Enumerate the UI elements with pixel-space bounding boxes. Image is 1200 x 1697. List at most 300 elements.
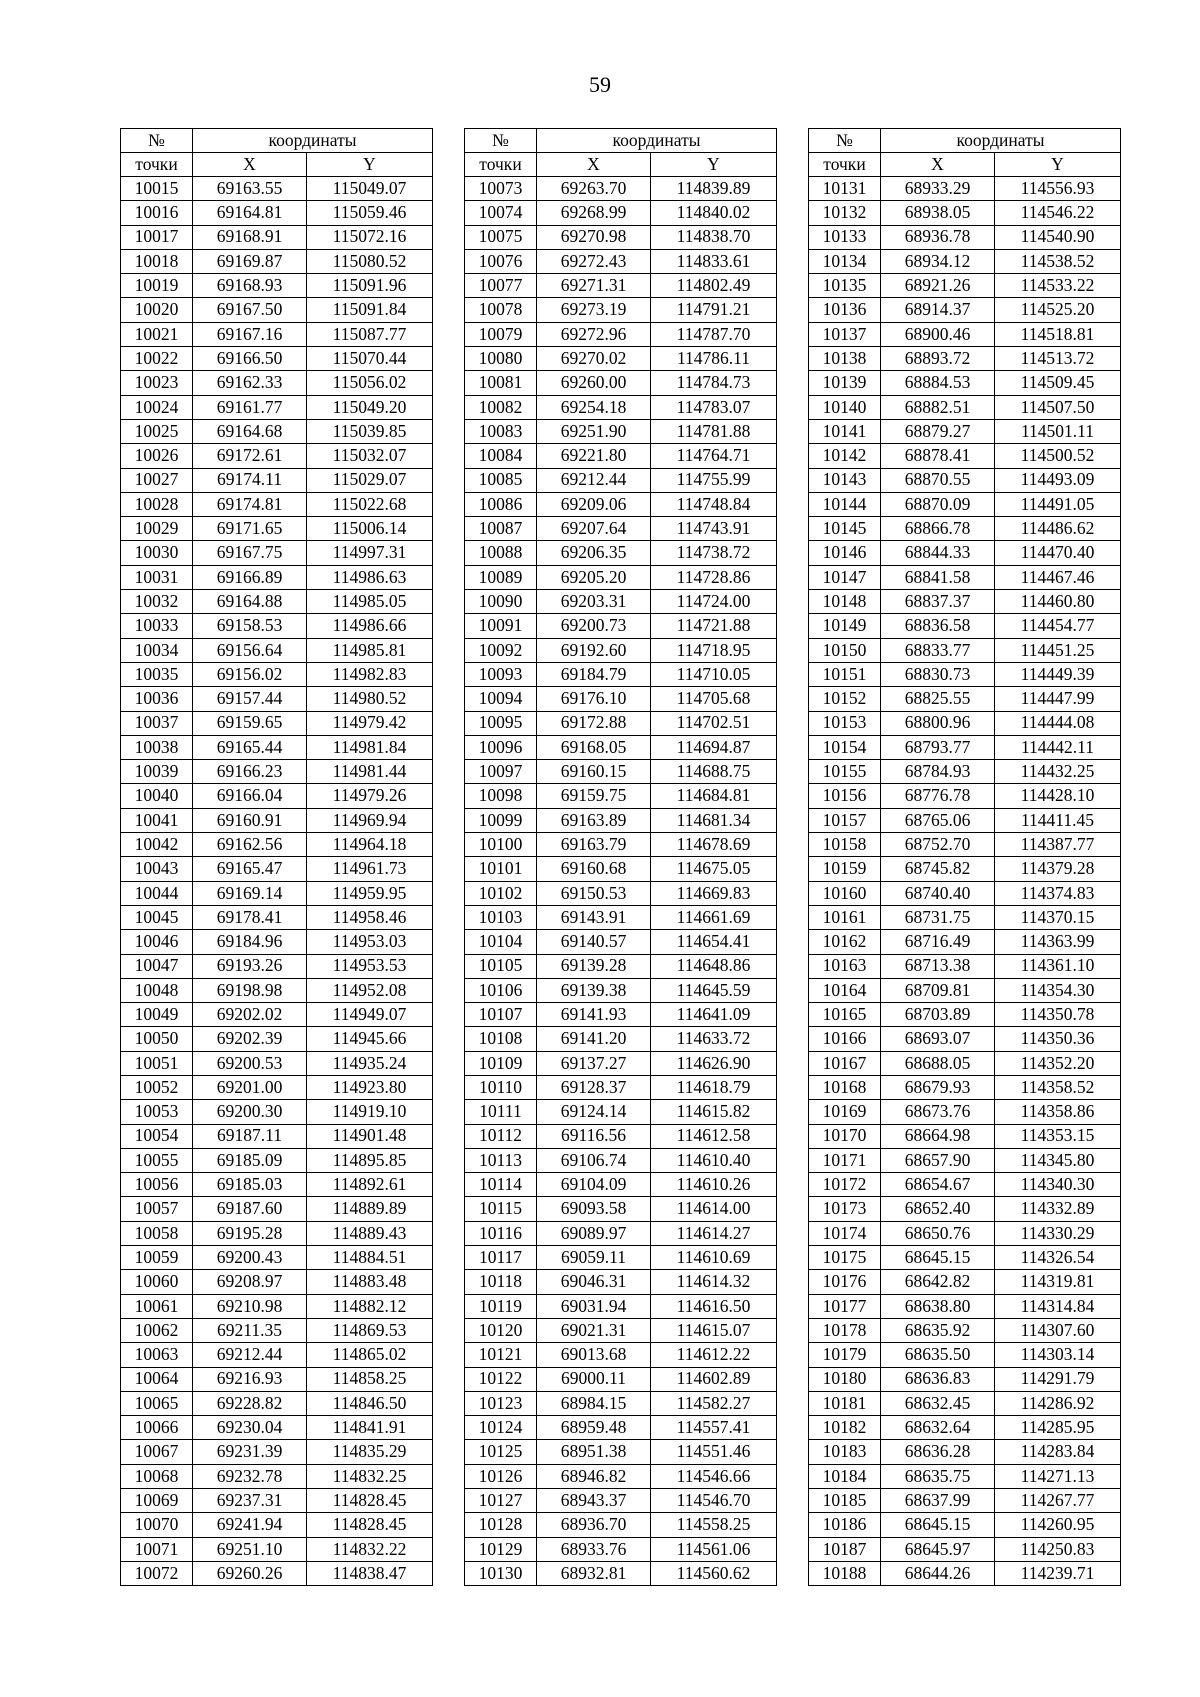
point-number-cell: 10172 [809,1173,881,1197]
table-row [465,1367,777,1391]
y-cell: 114454.77 [995,614,1121,638]
table-row [465,1416,777,1440]
y-cell: 114558.25 [651,1513,777,1537]
table-row [121,1489,433,1513]
y-cell: 114889.43 [307,1221,433,1245]
point-number-cell: 10126 [465,1464,537,1488]
y-cell: 115091.96 [307,274,433,298]
point-number-cell: 10067 [121,1440,193,1464]
table-row [121,468,433,492]
x-cell: 69251.90 [537,419,651,443]
table-row [465,1391,777,1415]
point-number-cell: 10039 [121,760,193,784]
point-number-cell: 10109 [465,1051,537,1075]
y-cell: 114358.86 [995,1100,1121,1124]
point-number-cell: 10130 [465,1561,537,1585]
y-cell: 114884.51 [307,1246,433,1270]
y-cell: 114985.05 [307,590,433,614]
y-cell: 114307.60 [995,1318,1121,1342]
table-row [809,1148,1121,1172]
x-cell: 69162.56 [193,833,307,857]
table-row [809,298,1121,322]
point-number-cell: 10167 [809,1051,881,1075]
y-cell: 114561.06 [651,1537,777,1561]
y-cell: 114949.07 [307,1003,433,1027]
point-number-cell: 10166 [809,1027,881,1051]
x-cell: 68878.41 [881,444,995,468]
y-cell: 114509.45 [995,371,1121,395]
x-cell: 68776.78 [881,784,995,808]
y-cell: 114738.72 [651,541,777,565]
y-cell: 114705.68 [651,687,777,711]
x-cell: 68636.83 [881,1367,995,1391]
table-row [465,1148,777,1172]
point-number-cell: 10154 [809,735,881,759]
point-number-cell: 10106 [465,978,537,1002]
table-row [465,784,777,808]
y-cell: 114428.10 [995,784,1121,808]
x-cell: 68636.28 [881,1440,995,1464]
point-number-cell: 10183 [809,1440,881,1464]
x-cell: 69228.82 [193,1391,307,1415]
table-row [121,395,433,419]
x-cell: 69232.78 [193,1464,307,1488]
x-cell: 68866.78 [881,517,995,541]
y-cell: 115006.14 [307,517,433,541]
y-cell: 114352.20 [995,1051,1121,1075]
x-cell: 68841.58 [881,565,995,589]
table-row [809,1294,1121,1318]
table-row [809,1343,1121,1367]
x-cell: 69221.80 [537,444,651,468]
point-number-cell: 10088 [465,541,537,565]
table-row [465,1270,777,1294]
point-number-cell: 10173 [809,1197,881,1221]
y-cell: 114997.31 [307,541,433,565]
point-number-cell: 10077 [465,274,537,298]
y-cell: 114953.03 [307,930,433,954]
header-coordinates: координаты [193,129,433,153]
y-cell: 114267.77 [995,1489,1121,1513]
y-cell: 114618.79 [651,1075,777,1099]
table-row [465,1294,777,1318]
y-cell: 114546.22 [995,201,1121,225]
point-number-cell: 10124 [465,1416,537,1440]
table-row [809,638,1121,662]
y-cell: 115056.02 [307,371,433,395]
table-row [809,1318,1121,1342]
x-cell: 68765.06 [881,808,995,832]
y-cell: 114923.80 [307,1075,433,1099]
table-row [465,1100,777,1124]
x-cell: 69263.70 [537,177,651,201]
table-row [121,347,433,371]
table-row [465,274,777,298]
table-row [121,905,433,929]
x-cell: 68836.58 [881,614,995,638]
x-cell: 69270.02 [537,347,651,371]
point-number-cell: 10132 [809,201,881,225]
table-row [809,517,1121,541]
y-cell: 114964.18 [307,833,433,857]
point-number-cell: 10160 [809,881,881,905]
y-cell: 114303.14 [995,1343,1121,1367]
point-number-cell: 10144 [809,492,881,516]
point-number-cell: 10168 [809,1075,881,1099]
table-row [121,1197,433,1221]
point-number-cell: 10015 [121,177,193,201]
y-cell: 114330.29 [995,1221,1121,1245]
point-number-cell: 10023 [121,371,193,395]
y-cell: 114840.02 [651,201,777,225]
point-number-cell: 10097 [465,760,537,784]
point-number-cell: 10108 [465,1027,537,1051]
table-row [465,225,777,249]
x-cell: 69141.20 [537,1027,651,1051]
point-number-cell: 10158 [809,833,881,857]
y-cell: 114354.30 [995,978,1121,1002]
x-cell: 69165.47 [193,857,307,881]
table-row [809,833,1121,857]
table-row [121,930,433,954]
x-cell: 69212.44 [193,1343,307,1367]
point-number-cell: 10176 [809,1270,881,1294]
table-row [809,1464,1121,1488]
y-cell: 114626.90 [651,1051,777,1075]
y-cell: 114783.07 [651,395,777,419]
table-row [121,517,433,541]
point-number-cell: 10145 [809,517,881,541]
point-number-cell: 10170 [809,1124,881,1148]
table-row [121,1075,433,1099]
x-cell: 69200.53 [193,1051,307,1075]
point-number-cell: 10085 [465,468,537,492]
x-cell: 69165.44 [193,735,307,759]
table-row [121,1173,433,1197]
point-number-cell: 10136 [809,298,881,322]
table-row [465,177,777,201]
table-row [465,541,777,565]
x-cell: 69164.88 [193,590,307,614]
table-row [121,1003,433,1027]
y-cell: 114959.95 [307,881,433,905]
point-number-cell: 10087 [465,517,537,541]
table-row [121,419,433,443]
x-cell: 69237.31 [193,1489,307,1513]
table-row [121,978,433,1002]
x-cell: 69268.99 [537,201,651,225]
point-number-cell: 10093 [465,662,537,686]
header-x: X [193,153,307,177]
point-number-cell: 10181 [809,1391,881,1415]
x-cell: 69216.93 [193,1367,307,1391]
y-cell: 114340.30 [995,1173,1121,1197]
point-number-cell: 10056 [121,1173,193,1197]
table-row [121,541,433,565]
x-cell: 68703.89 [881,1003,995,1027]
table-row [809,395,1121,419]
x-cell: 68844.33 [881,541,995,565]
x-cell: 69184.79 [537,662,651,686]
x-cell: 69272.96 [537,322,651,346]
point-number-cell: 10111 [465,1100,537,1124]
point-number-cell: 10058 [121,1221,193,1245]
table-row [465,249,777,273]
x-cell: 69166.04 [193,784,307,808]
table-row [465,1173,777,1197]
point-number-cell: 10069 [121,1489,193,1513]
table-row [465,1197,777,1221]
point-number-cell: 10034 [121,638,193,662]
x-cell: 69156.64 [193,638,307,662]
point-number-cell: 10043 [121,857,193,881]
x-cell: 69254.18 [537,395,651,419]
x-cell: 69124.14 [537,1100,651,1124]
x-cell: 69160.15 [537,760,651,784]
table-row [121,322,433,346]
y-cell: 114533.22 [995,274,1121,298]
y-cell: 114250.83 [995,1537,1121,1561]
y-cell: 114518.81 [995,322,1121,346]
y-cell: 114958.46 [307,905,433,929]
table-row [809,760,1121,784]
point-number-cell: 10037 [121,711,193,735]
table-row [465,760,777,784]
x-cell: 69137.27 [537,1051,651,1075]
x-cell: 69140.57 [537,930,651,954]
x-cell: 68914.37 [881,298,995,322]
point-number-cell: 10180 [809,1367,881,1391]
point-number-cell: 10137 [809,322,881,346]
header-x: X [537,153,651,177]
y-cell: 114345.80 [995,1148,1121,1172]
point-number-cell: 10102 [465,881,537,905]
y-cell: 114612.58 [651,1124,777,1148]
table-row [809,1391,1121,1415]
x-cell: 69174.11 [193,468,307,492]
y-cell: 114442.11 [995,735,1121,759]
x-cell: 69200.73 [537,614,651,638]
x-cell: 69210.98 [193,1294,307,1318]
table-row [809,1124,1121,1148]
table-row [121,614,433,638]
table-row [809,419,1121,443]
y-cell: 114447.99 [995,687,1121,711]
x-cell: 68951.38 [537,1440,651,1464]
y-cell: 114724.00 [651,590,777,614]
y-cell: 114332.89 [995,1197,1121,1221]
point-number-cell: 10153 [809,711,881,735]
header-point-number: № [465,129,537,153]
point-number-cell: 10053 [121,1100,193,1124]
x-cell: 68984.15 [537,1391,651,1415]
table-row [121,444,433,468]
x-cell: 69203.31 [537,590,651,614]
point-number-cell: 10156 [809,784,881,808]
y-cell: 114755.99 [651,468,777,492]
x-cell: 69128.37 [537,1075,651,1099]
x-cell: 68893.72 [881,347,995,371]
y-cell: 114882.12 [307,1294,433,1318]
y-cell: 114858.25 [307,1367,433,1391]
y-cell: 114702.51 [651,711,777,735]
table-row [465,1440,777,1464]
x-cell: 69169.87 [193,249,307,273]
y-cell: 114838.47 [307,1561,433,1585]
point-number-cell: 10076 [465,249,537,273]
y-cell: 114326.54 [995,1246,1121,1270]
table-row [465,1489,777,1513]
x-cell: 69212.44 [537,468,651,492]
y-cell: 114614.27 [651,1221,777,1245]
header-x: X [881,153,995,177]
y-cell: 114981.44 [307,760,433,784]
point-number-cell: 10116 [465,1221,537,1245]
y-cell: 114616.50 [651,1294,777,1318]
x-cell: 69187.11 [193,1124,307,1148]
point-number-cell: 10175 [809,1246,881,1270]
x-cell: 69161.77 [193,395,307,419]
x-cell: 68645.15 [881,1246,995,1270]
x-cell: 69205.20 [537,565,651,589]
y-cell: 114610.69 [651,1246,777,1270]
point-number-cell: 10018 [121,249,193,273]
y-cell: 114501.11 [995,419,1121,443]
table-row [465,833,777,857]
table-row [809,444,1121,468]
point-number-cell: 10022 [121,347,193,371]
y-cell: 115059.46 [307,201,433,225]
x-cell: 68650.76 [881,1221,995,1245]
table-row [121,274,433,298]
table-row [121,662,433,686]
table-row [121,565,433,589]
table-row [121,177,433,201]
point-number-cell: 10121 [465,1343,537,1367]
point-number-cell: 10017 [121,225,193,249]
y-cell: 114838.70 [651,225,777,249]
y-cell: 114721.88 [651,614,777,638]
point-number-cell: 10100 [465,833,537,857]
x-cell: 69139.28 [537,954,651,978]
y-cell: 114350.78 [995,1003,1121,1027]
x-cell: 69059.11 [537,1246,651,1270]
x-cell: 69211.35 [193,1318,307,1342]
x-cell: 69192.60 [537,638,651,662]
x-cell: 69168.05 [537,735,651,759]
y-cell: 114602.89 [651,1367,777,1391]
x-cell: 69089.97 [537,1221,651,1245]
y-cell: 115022.68 [307,492,433,516]
point-number-cell: 10174 [809,1221,881,1245]
point-number-cell: 10026 [121,444,193,468]
table-row [465,930,777,954]
point-number-cell: 10089 [465,565,537,589]
table-row [121,249,433,273]
y-cell: 114787.70 [651,322,777,346]
point-number-cell: 10091 [465,614,537,638]
point-number-cell: 10127 [465,1489,537,1513]
table-row [809,614,1121,638]
y-cell: 114869.53 [307,1318,433,1342]
y-cell: 114743.91 [651,517,777,541]
x-cell: 68933.29 [881,177,995,201]
table-row [809,590,1121,614]
x-cell: 68882.51 [881,395,995,419]
y-cell: 114610.26 [651,1173,777,1197]
x-cell: 68946.82 [537,1464,651,1488]
table-row [809,1537,1121,1561]
table-row [465,735,777,759]
y-cell: 114654.41 [651,930,777,954]
point-number-cell: 10150 [809,638,881,662]
table-row [465,687,777,711]
table-row [809,1440,1121,1464]
x-cell: 68800.96 [881,711,995,735]
y-cell: 114411.45 [995,808,1121,832]
table-row [809,1100,1121,1124]
point-number-cell: 10035 [121,662,193,686]
y-cell: 114979.42 [307,711,433,735]
point-number-cell: 10099 [465,808,537,832]
table-row [809,1270,1121,1294]
x-cell: 68825.55 [881,687,995,711]
table-row [121,201,433,225]
x-cell: 69163.89 [537,808,651,832]
x-cell: 69273.19 [537,298,651,322]
point-number-cell: 10138 [809,347,881,371]
y-cell: 114969.94 [307,808,433,832]
point-number-cell: 10182 [809,1416,881,1440]
point-number-cell: 10120 [465,1318,537,1342]
table-row [465,201,777,225]
coordinates-table-1 [120,128,433,1586]
y-cell: 114791.21 [651,298,777,322]
y-cell: 114614.00 [651,1197,777,1221]
table-row [121,1027,433,1051]
x-cell: 69260.26 [193,1561,307,1585]
point-number-cell: 10186 [809,1513,881,1537]
x-cell: 68934.12 [881,249,995,273]
x-cell: 68716.49 [881,930,995,954]
point-number-cell: 10165 [809,1003,881,1027]
point-number-cell: 10179 [809,1343,881,1367]
point-number-cell: 10123 [465,1391,537,1415]
x-cell: 68638.80 [881,1294,995,1318]
table-row [121,808,433,832]
x-cell: 69208.97 [193,1270,307,1294]
table-row [121,1318,433,1342]
y-cell: 115080.52 [307,249,433,273]
point-number-cell: 10133 [809,225,881,249]
x-cell: 69141.93 [537,1003,651,1027]
x-cell: 69184.96 [193,930,307,954]
table-row [465,1003,777,1027]
point-number-cell: 10134 [809,249,881,273]
table-row [465,1124,777,1148]
x-cell: 68936.70 [537,1513,651,1537]
x-cell: 68884.53 [881,371,995,395]
y-cell: 114387.77 [995,833,1121,857]
point-number-cell: 10074 [465,201,537,225]
point-number-cell: 10052 [121,1075,193,1099]
table-row [121,1221,433,1245]
x-cell: 69168.91 [193,225,307,249]
table-row [809,1367,1121,1391]
y-cell: 114718.95 [651,638,777,662]
point-number-cell: 10140 [809,395,881,419]
point-number-cell: 10122 [465,1367,537,1391]
